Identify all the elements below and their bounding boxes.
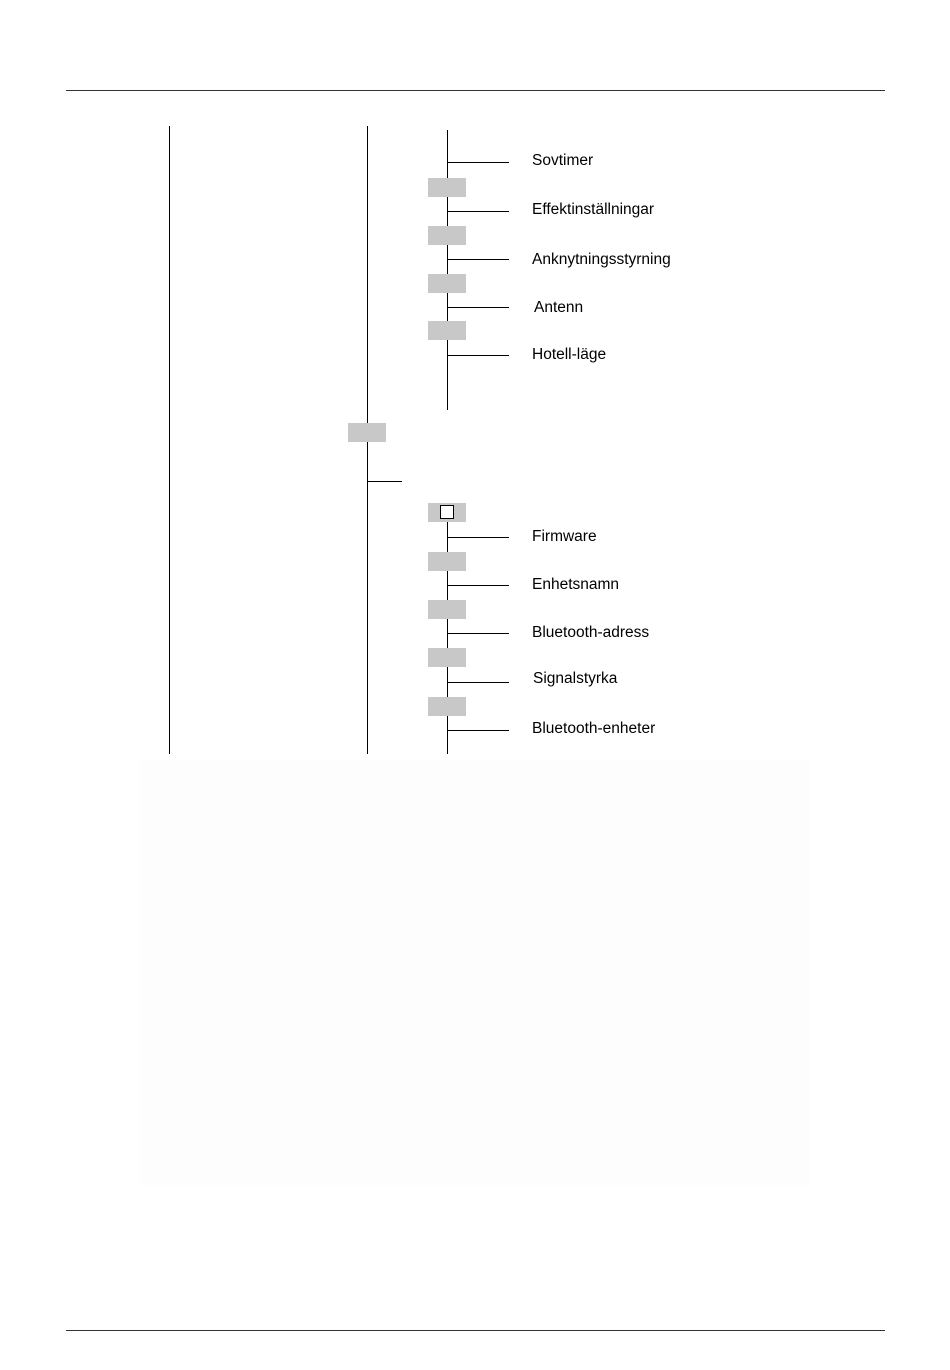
menu-item-label: Bluetooth-adress (532, 624, 650, 641)
menu-item-label: Signalstyrka (533, 670, 618, 687)
key-marker (428, 274, 466, 293)
branch-line-group-1 (447, 130, 448, 410)
connector-line (447, 162, 509, 163)
connector-line (447, 537, 509, 538)
key-marker (428, 697, 466, 716)
menu-item-label: Hotell-läge (532, 346, 607, 363)
connector-line (447, 682, 509, 683)
checkbox-icon (440, 505, 454, 519)
menu-item-label: Firmware (532, 528, 597, 545)
key-marker-with-checkbox (428, 503, 466, 522)
connector-line (447, 585, 509, 586)
header-rule (66, 90, 885, 91)
connector-line (447, 211, 509, 212)
connector-line (447, 633, 509, 634)
footer-rule (66, 1330, 885, 1331)
menu-item-label: Bluetooth-enheter (532, 720, 656, 737)
key-marker (428, 178, 466, 197)
connector-line (447, 259, 509, 260)
key-marker (428, 552, 466, 571)
key-marker (428, 321, 466, 340)
menu-item-label: Anknytningsstyrning (532, 251, 671, 268)
menu-item-label: Effektinställningar (532, 201, 655, 218)
connector-line (447, 730, 509, 731)
blank-panel (140, 760, 810, 1185)
key-marker (428, 226, 466, 245)
connector-line (447, 355, 509, 356)
stub-line (367, 481, 402, 482)
menu-item-label: Enhetsnamn (532, 576, 620, 593)
menu-item-label: Sovtimer (532, 152, 594, 169)
connector-line (447, 307, 509, 308)
key-marker (428, 648, 466, 667)
key-marker (348, 423, 386, 442)
menu-item-label: Antenn (534, 299, 584, 316)
key-marker (428, 600, 466, 619)
trunk-line-1 (169, 126, 170, 754)
